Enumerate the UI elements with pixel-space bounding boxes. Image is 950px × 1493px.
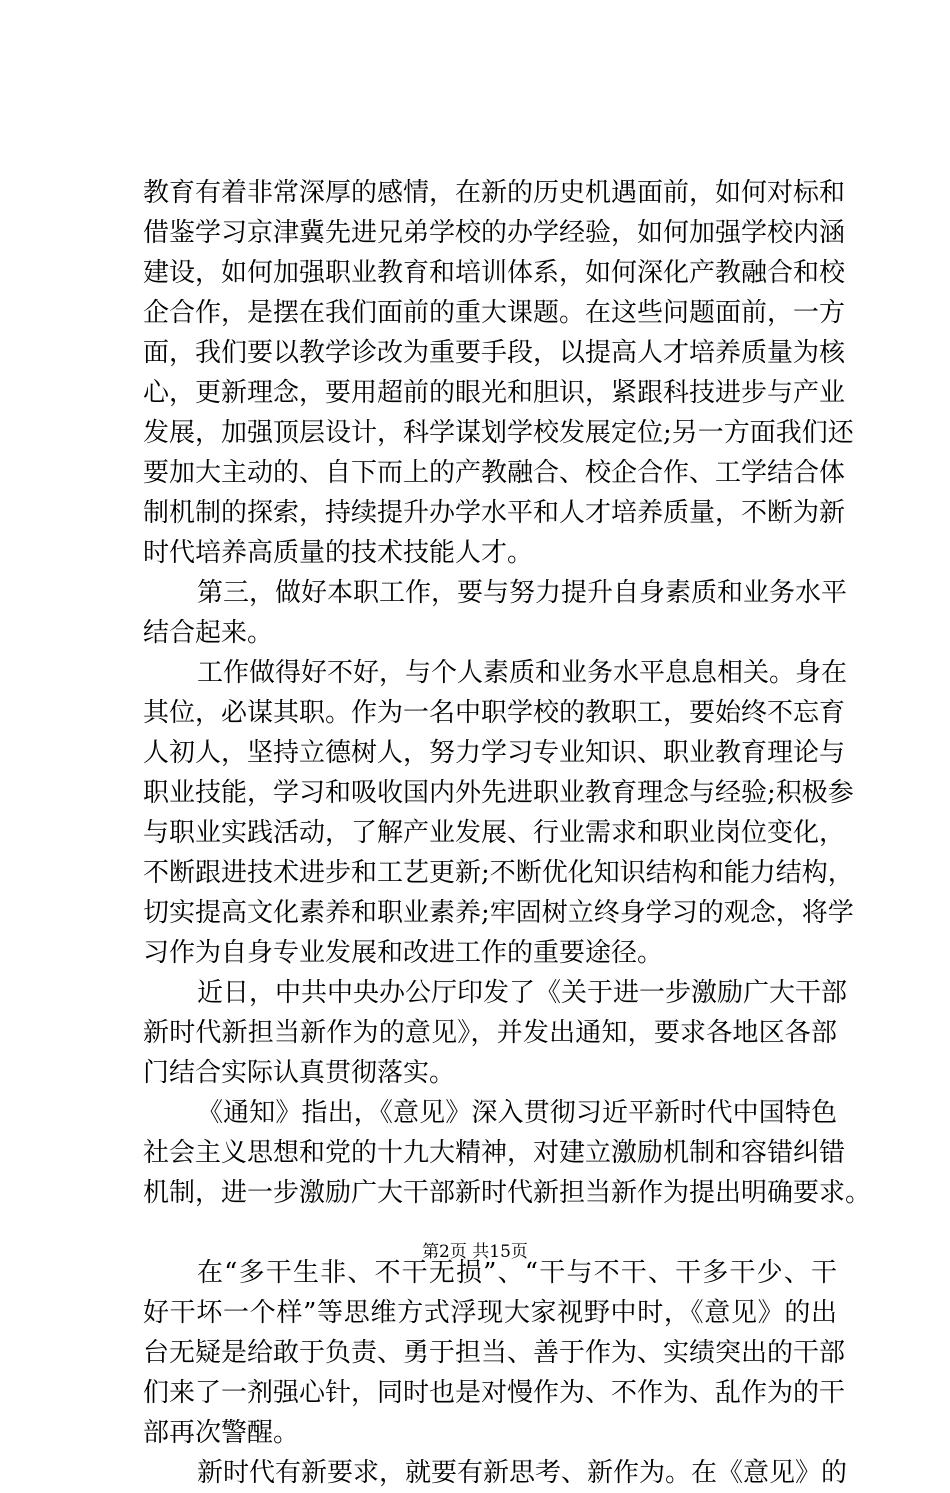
- text-line: 时代培养高质量的技术技能人才。: [143, 538, 534, 568]
- text-line: 心，更新理念，要用超前的眼光和胆识，紧跟科技进步与产业: [143, 378, 846, 408]
- paragraph: [143, 653, 854, 973]
- text-line: 台无疑是给敢于负责、勇于担当、善于作为、实绩突出的干部: [143, 1338, 846, 1368]
- text-line: 切实提高文化素养和职业素养;牢固树立终身学习的观念，将学: [143, 898, 854, 928]
- text-line: 企合作，是摆在我们面前的重大课题。在这些问题面前，一方: [143, 298, 846, 328]
- text-line: 好干坏一个样”等思维方式浮现大家视野中时，《意见》的出: [143, 1298, 837, 1328]
- text-line: 社会主义思想和党的十九大精神，对建立激励机制和容错纠错: [143, 1138, 846, 1168]
- text-line: 新时代新担当新作为的意见》，并发出通知，要求各地区各部: [143, 1018, 837, 1048]
- text-line: 要加大主动的、自下而上的产教融合、校企合作、工学结合体: [143, 458, 846, 488]
- text-line: 与职业实践活动，了解产业发展、行业需求和职业岗位变化，: [143, 818, 846, 848]
- text-line: 发展，加强顶层设计，科学谋划学校发展定位;另一方面我们还: [143, 418, 854, 448]
- text-line: 借鉴学习京津冀先进兄弟学校的办学经验，如何加强学校内涵: [143, 218, 846, 248]
- text-line: 新时代有新要求，就要有新思考、新作为。在《意见》的: [197, 1458, 848, 1488]
- text-line: 结合起来。: [143, 618, 274, 648]
- text-line: 其位，必谋其职。作为一名中职学校的教职工，要始终不忘育: [143, 698, 846, 728]
- text-line: 门结合实际认真贯彻落实。: [143, 1058, 456, 1088]
- text-line: 人初人，坚持立德树人，努力学习专业知识、职业教育理论与: [143, 738, 846, 768]
- paragraph: [143, 173, 854, 573]
- text-line: 面，我们要以教学诊改为重要手段，以提高人才培养质量为核: [143, 338, 846, 368]
- page-number: 第2页 共15页: [422, 1242, 528, 1262]
- text-line: 《通知》指出，《意见》深入贯彻习近平新时代中国特色: [197, 1098, 837, 1128]
- paragraph: [143, 1453, 848, 1493]
- document-body: [143, 173, 872, 1493]
- text-line: 部再次警醒。: [143, 1418, 300, 1448]
- text-line: 习作为自身专业发展和改进工作的重要途径。: [143, 938, 664, 968]
- text-line: 建设，如何加强职业教育和培训体系，如何深化产教融合和校: [143, 258, 846, 288]
- paragraph: [143, 573, 848, 653]
- text-line: 机制，进一步激励广大干部新时代新担当新作为提出明确要求。: [143, 1178, 872, 1208]
- text-line: 近日，中共中央办公厅印发了《关于进一步激励广大干部: [197, 978, 848, 1008]
- text-line: 职业技能，学习和吸收国内外先进职业教育理念与经验;积极参: [143, 778, 854, 808]
- text-line: 们来了一剂强心针，同时也是对慢作为、不作为、乱作为的干: [143, 1378, 846, 1408]
- text-line: 教育有着非常深厚的感情，在新的历史机遇面前，如何对标和: [143, 178, 846, 208]
- text-line: 第三，做好本职工作，要与努力提升自身素质和业务水平: [197, 578, 848, 608]
- text-line: 在“多干生非、不干无损”、“干与不干、干多干少、干: [197, 1258, 837, 1288]
- page-footer: [0, 1240, 950, 1264]
- paragraph: [143, 1253, 846, 1453]
- text-line: 工作做得好不好，与个人素质和业务水平息息相关。身在: [197, 658, 848, 688]
- paragraph: [143, 973, 848, 1093]
- paragraph: [143, 1093, 872, 1213]
- text-line: 制机制的探索，持续提升办学水平和人才培养质量，不断为新: [143, 498, 846, 528]
- text-line: 不断跟进技术进步和工艺更新;不断优化知识结构和能力结构，: [143, 858, 854, 888]
